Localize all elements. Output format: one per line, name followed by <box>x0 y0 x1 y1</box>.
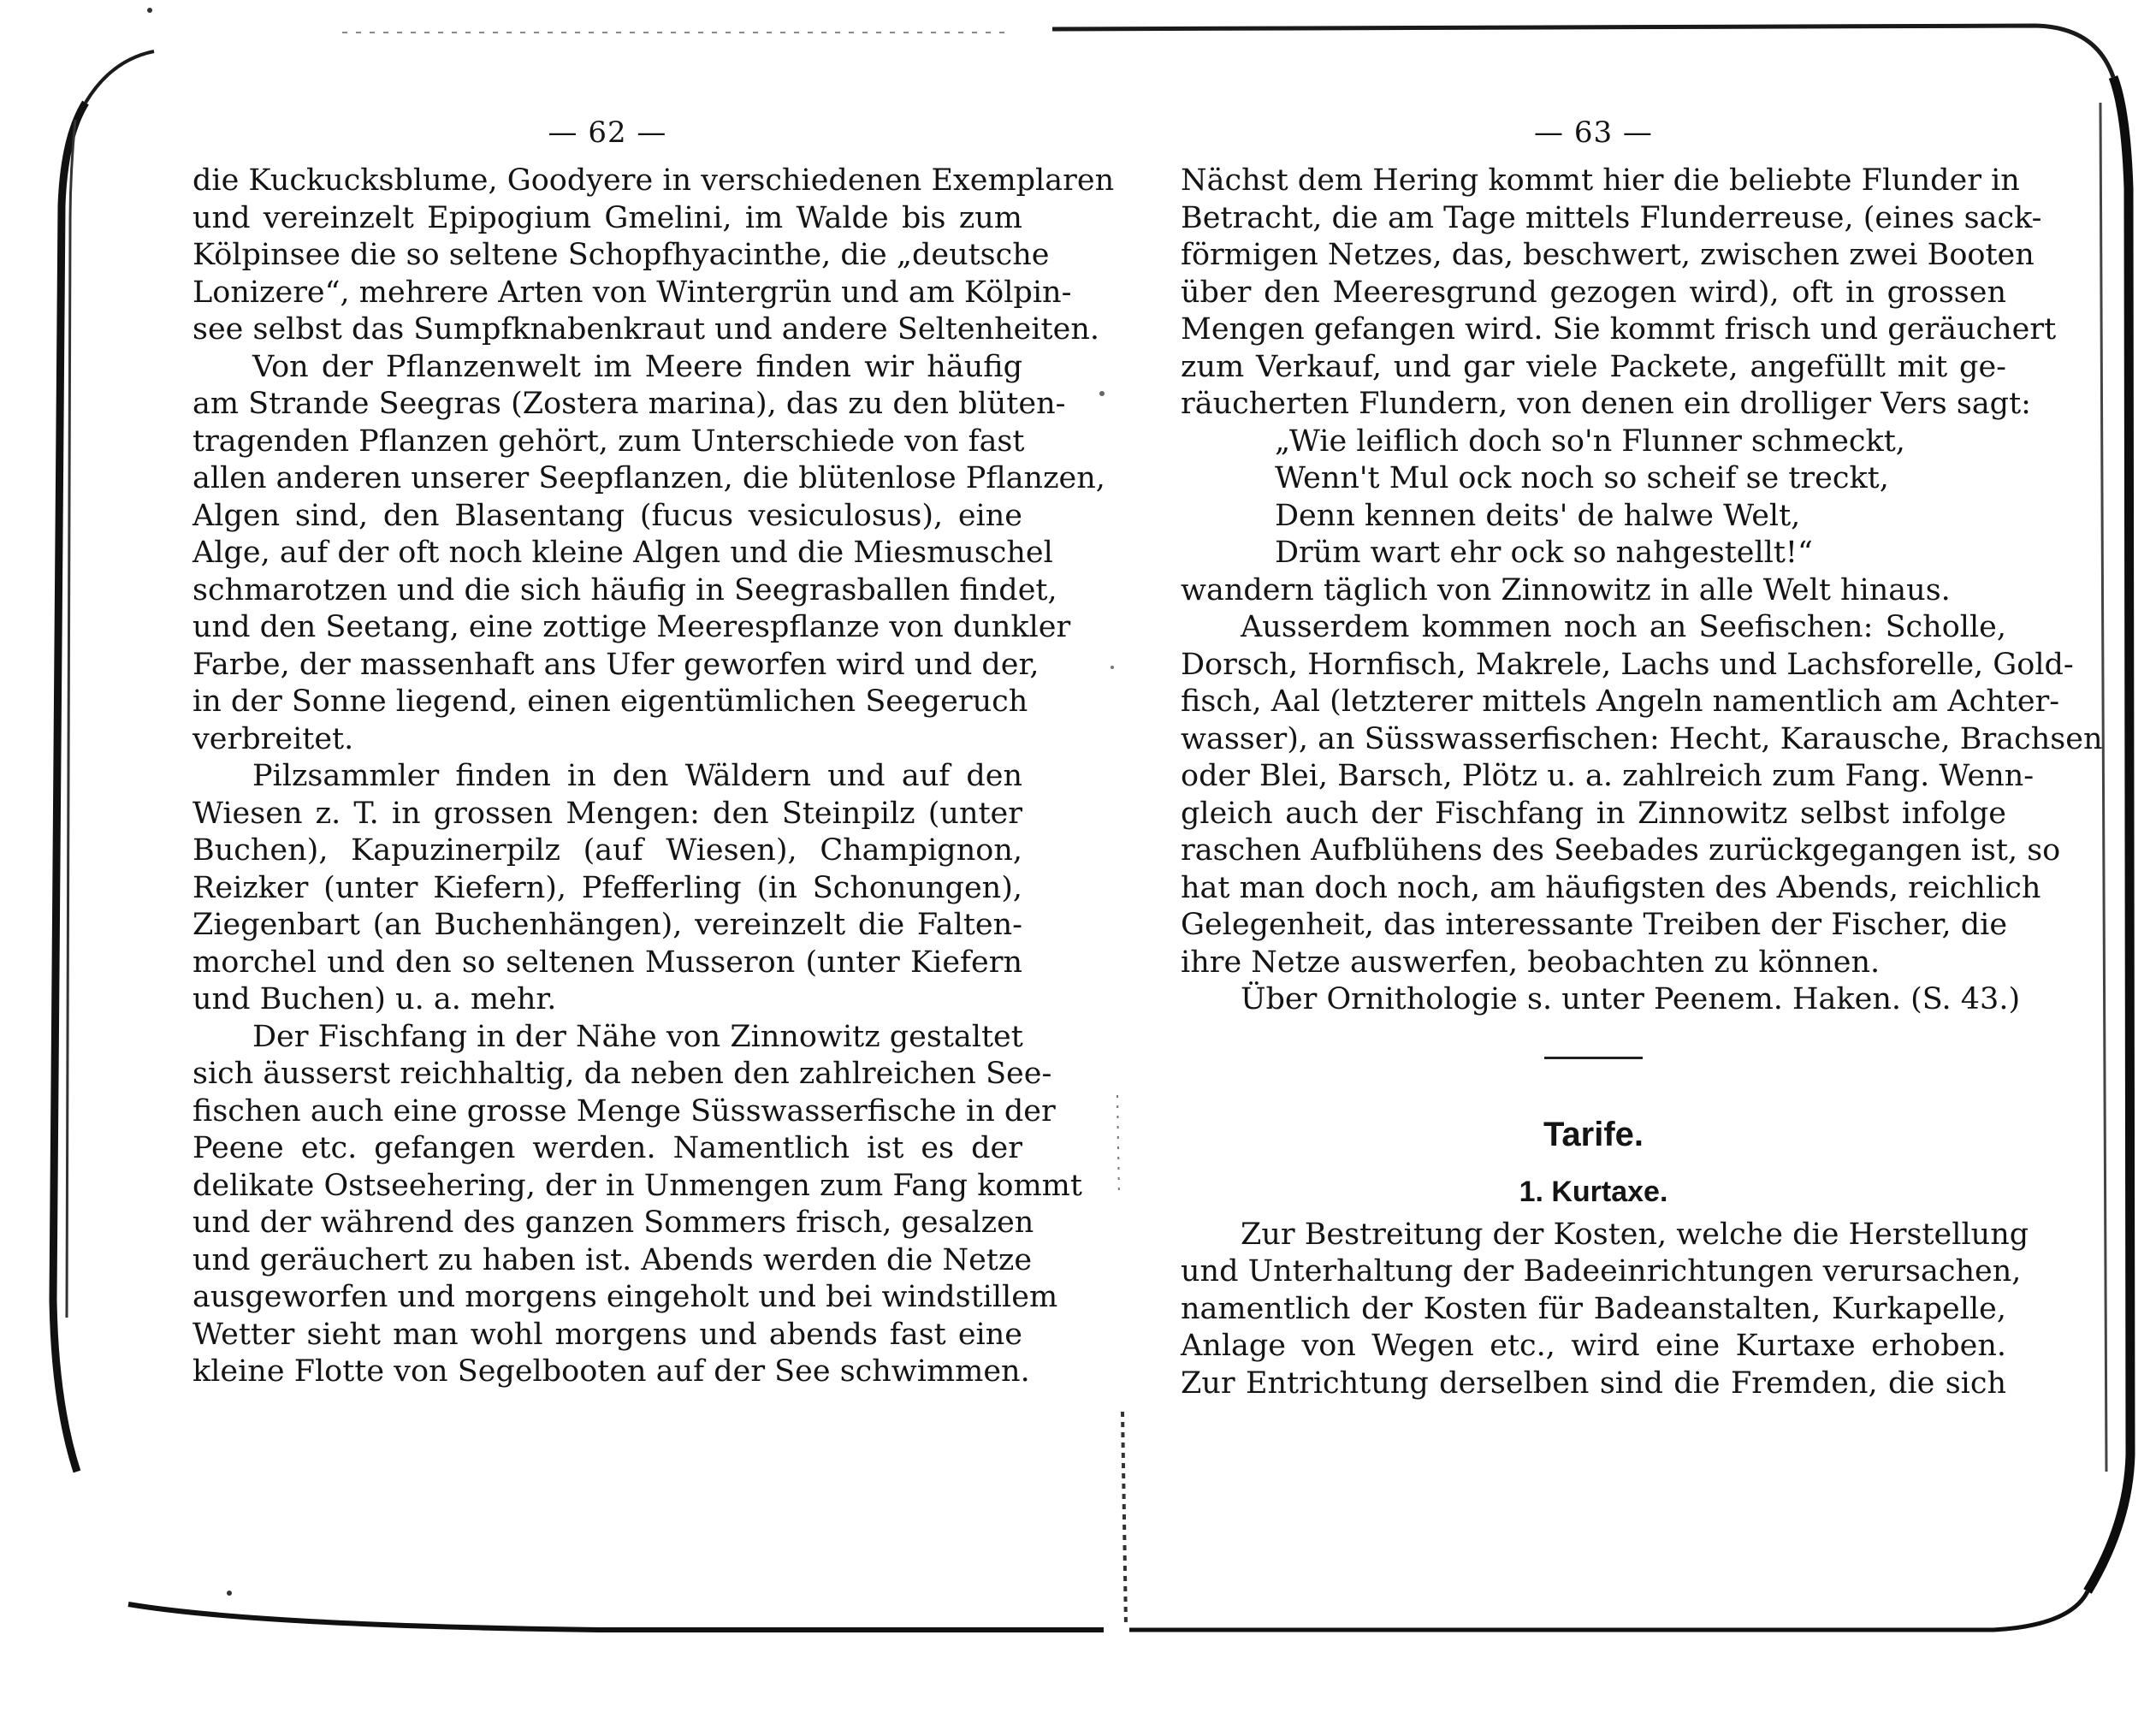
text-line: zum Verkauf, und gar viele Packete, angefüllt mit ge- <box>1181 349 2006 384</box>
section-heading: Tarife. <box>1543 1115 1644 1153</box>
text-line: Mengen gefangen wird. Sie kommt frisch und geräuchert <box>1181 312 2057 347</box>
section-divider <box>1544 1057 1643 1059</box>
text-line: Gelegenheit, das interessante Treiben der Fischer, die <box>1181 908 2008 942</box>
text-line: räucherten Flundern, von denen ein drolliger Vers sagt: <box>1181 387 2031 421</box>
text-line: ihre Netze auswerfen, beobachten zu können. <box>1181 945 1881 980</box>
text-line: Lonizere“, mehrere Arten von Wintergrün und am Kölpin- <box>192 275 1072 310</box>
text-line: Zur Entrichtung derselben sind die Fremden, die sich <box>1181 1366 2006 1401</box>
text-line: Nächst dem Hering kommt hier die beliebte Flunder in <box>1181 163 2020 198</box>
text-line: Wetter sieht man wohl morgens und abends fast eine <box>192 1317 1022 1352</box>
text-line: fisch, Aal (letzterer mittels Angeln namentlich am Achter- <box>1181 684 2060 719</box>
text-line: wasser), an Süsswasserfischen: Hecht, Karausche, Brachsen <box>1181 721 2103 756</box>
text-line: namentlich der Kosten für Badeanstalten, Kurkapelle, <box>1181 1291 2006 1326</box>
page-number: — 62 — <box>548 116 667 150</box>
text-line: und den Seetang, eine zottige Meerespflanze von dunkler <box>192 610 1071 644</box>
text-line: Über Ornithologie s. unter Peenem. Haken. (S. 43.) <box>1241 982 2021 1016</box>
text-line: Der Fischfang in der Nähe von Zinnowitz gestaltet <box>252 1019 1023 1054</box>
verse-line: Wenn't Mul ock noch so scheif se treckt, <box>1275 461 1889 495</box>
text-line: oder Blei, Barsch, Plötz u. a. zahlreich zum Fang. Wenn- <box>1181 759 2035 793</box>
text-line: hat man doch noch, am häufigsten des Abends, reichlich <box>1181 870 2041 905</box>
text-line: gleich auch der Fischfang in Zinnowitz selbst infolge <box>1181 796 2006 831</box>
text-line: und vereinzelt Epipogium Gmelini, im Walde bis zum <box>192 200 1022 235</box>
text-line: und Unterhaltung der Badeeinrichtungen verursachen, <box>1181 1254 2022 1288</box>
text-line: Reizker (unter Kiefern), Pfefferling (in Schonungen), <box>192 870 1022 905</box>
section-subheading: 1. Kurtaxe. <box>1519 1175 1668 1208</box>
text-line: sich äusserst reichhaltig, da neben den zahlreichen See- <box>192 1057 1052 1091</box>
text-line: Betracht, die am Tage mittels Flunderreuse, (eines sack- <box>1181 200 2042 235</box>
text-line: und der während des ganzen Sommers frisch, gesalzen <box>192 1206 1034 1240</box>
text-line: förmigen Netzes, das, beschwert, zwischen zwei Booten <box>1181 238 2035 272</box>
text-line: Kölpinsee die so seltene Schopfhyacinthe, die „deutsche <box>192 238 1050 272</box>
text-line: Wiesen z. T. in grossen Mengen: den Steinpilz (unter <box>192 796 1022 831</box>
text-line: über den Meeresgrund gezogen wird), oft in grossen <box>1181 275 2006 310</box>
text-line: delikate Ostseehering, der in Unmengen zum Fang kommt <box>192 1168 1082 1203</box>
text-line: und Buchen) u. a. mehr. <box>192 982 557 1016</box>
text-line: Alge, auf der oft noch kleine Algen und die Miesmuschel <box>192 536 1053 570</box>
text-line: kleine Flotte von Segelbooten auf der See schwimmen. <box>192 1354 1030 1389</box>
text-line: ausgeworfen und morgens eingeholt und bei windstillem <box>192 1280 1058 1314</box>
right-page <box>1181 103 2103 1402</box>
verse-line: „Wie leiflich doch so'n Flunner schmeckt, <box>1275 424 1905 459</box>
verse-line: Denn kennen deits' de halwe Welt, <box>1275 498 1801 533</box>
left-page-body <box>192 163 1115 1391</box>
text-line: see selbst das Sumpfknabenkraut und andere Seltenheiten. <box>192 312 1099 347</box>
text-line: raschen Aufblühens des Seebades zurückgegangen ist, so <box>1181 833 2061 868</box>
text-line: und geräuchert zu haben ist. Abends werden die Netze <box>192 1242 1033 1277</box>
text-line: die Kuckucksblume, Goodyere in verschiedenen Exemplaren <box>192 163 1115 198</box>
text-line: Anlage von Wegen etc., wird eine Kurtaxe erhoben. <box>1181 1329 2006 1363</box>
text-line: Ausserdem kommen noch an Seefischen: Scholle, <box>1241 610 2006 644</box>
text-line: Algen sind, den Blasentang (fucus vesiculosus), eine <box>192 498 1022 533</box>
text-line: Buchen), Kapuzinerpilz (auf Wiesen), Champignon, <box>192 833 1022 868</box>
text-line: allen anderen unserer Seepflanzen, die blütenlose Pflanzen, <box>192 461 1105 495</box>
text-line: Zur Bestreitung der Kosten, welche die Herstellung <box>1241 1217 2029 1252</box>
text-line: Pilzsammler finden in den Wäldern und auf den <box>252 759 1022 793</box>
text-line: fischen auch eine grosse Menge Süsswasserfische in der <box>192 1093 1056 1129</box>
verse-line: Drüm wart ehr ock so nahgestellt!“ <box>1275 536 1813 570</box>
text-line: morchel und den so seltenen Musseron (unter Kiefern <box>192 945 1022 980</box>
text-line: Farbe, der massenhaft ans Ufer geworfen wird und der, <box>192 647 1040 682</box>
text-line: verbreitet. <box>192 721 354 756</box>
page-number: — 63 — <box>1534 116 1653 150</box>
text-line: Von der Pflanzenwelt im Meere finden wir häufig <box>252 349 1022 384</box>
text-line: Peene etc. gefangen werden. Namentlich ist es der <box>192 1131 1022 1165</box>
text-line: tragenden Pflanzen gehört, zum Unterschiede von fast <box>192 424 1025 459</box>
text-line: Ziegenbart (an Buchenhängen), vereinzelt die Falten- <box>192 908 1022 942</box>
text-line: Dorsch, Hornfisch, Makrele, Lachs und Lachsforelle, Gold- <box>1181 647 2074 682</box>
left-page <box>192 103 1115 1391</box>
text-line: schmarotzen und die sich häufig in Seegrasballen findet, <box>192 572 1057 607</box>
text-line: in der Sonne liegend, einen eigentümlichen Seegeruch <box>192 684 1028 719</box>
text-line: wandern täglich von Zinnowitz in alle Welt hinaus. <box>1181 572 1951 607</box>
right-page-body <box>1181 163 2103 1402</box>
text-line: am Strande Seegras (Zostera marina), das zu den blüten- <box>192 387 1066 421</box>
